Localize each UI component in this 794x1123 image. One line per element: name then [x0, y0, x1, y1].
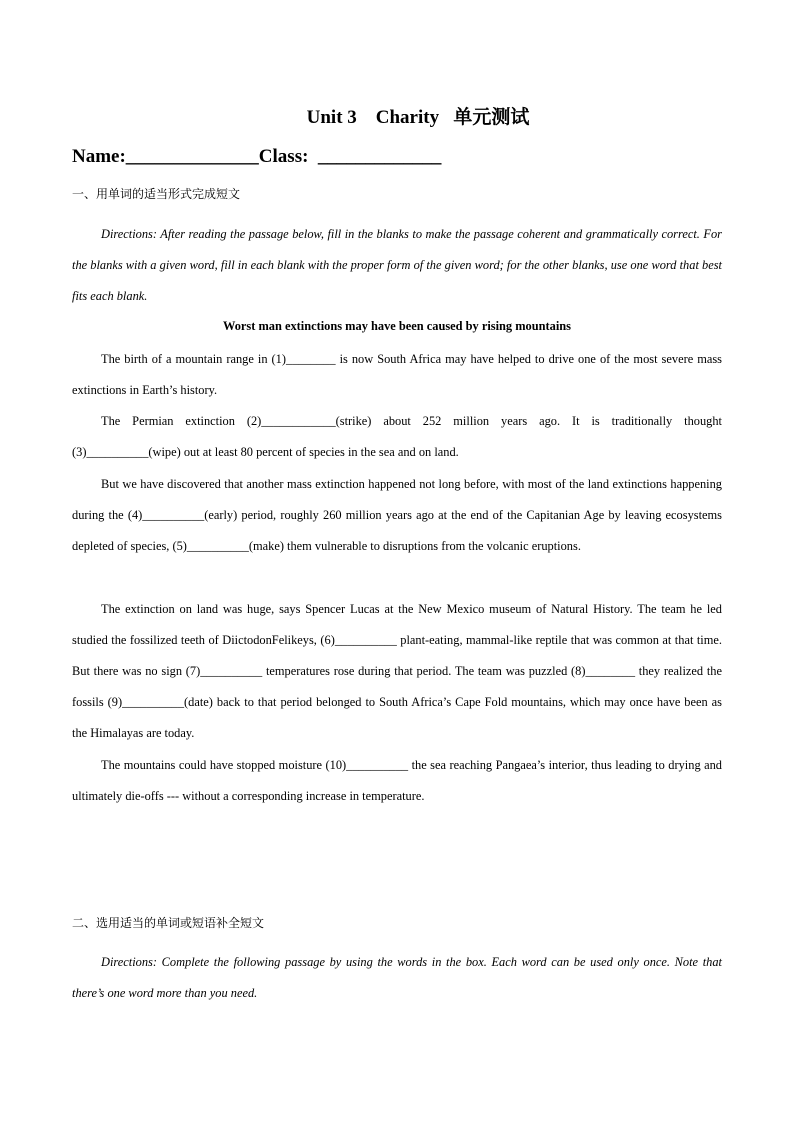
section-2-directions: Directions: Complete the following passage by using the words in the box. Each word can be used only once. Note that there’s one word more than you need. [72, 955, 722, 1001]
passage-paragraph-5: The mountains could have stopped moisture (10)__________ the sea reaching Pangaea’s interior, thus leading to drying and ultimately die-offs --- without a corresponding increase in temperature. [72, 758, 722, 804]
section-1-directions: Directions: After reading the passage below, fill in the blanks to make the passage coherent and grammatically correct. For the blanks with a given word, fill in each blank with the proper form of the given word; for the other blanks, use one word that best fits each blank. [72, 227, 722, 304]
passage-paragraph-4: The extinction on land was huge, says Spencer Lucas at the New Mexico museum of Natural History. The team he led studied the fossilized teeth of DiictodonFelikeys, (6)__________ plant-eating, mammal-like reptile that was common at that time. But there was no sign (7)__________ temperatures rose during that period. The team was puzzled (8)________ they realized the fossils (9)__________(date) back to that period belonged to South Africa’s Cape Fold mountains, which may once have been as the Himalayas are today. [72, 602, 722, 741]
passage-paragraph-1: The birth of a mountain range in (1)________ is now South Africa may have helped to drive one of the most severe mass extinctions in Earth’s history. [72, 352, 722, 398]
passage-title: Worst man extinctions may have been caused by rising mountains [223, 319, 571, 333]
passage-paragraph-3: But we have discovered that another mass extinction happened not long before, with most of the land extinctions happening during the (4)__________(early) period, roughly 260 million years ago at the end of the Capitanian Age by leaving ecosystems depleted of species, (5)__________(make) them vulnerable to disruptions from the volcanic eruptions. [72, 477, 722, 554]
name-class-line: Name:______________Class: _____________ [72, 146, 442, 167]
section-1-heading: 一、用单词的适当形式完成短文 [72, 187, 241, 201]
passage-paragraph-2: The Permian extinction (2)____________(strike) about 252 million years ago. It is traditionally thought (3)__________(wipe) out at least 80 percent of species in the sea and on land. [72, 414, 722, 460]
section-2-heading: 二、选用适当的单词或短语补全短文 [72, 916, 265, 930]
page-title: Unit 3 Charity 单元测试 [306, 107, 530, 128]
